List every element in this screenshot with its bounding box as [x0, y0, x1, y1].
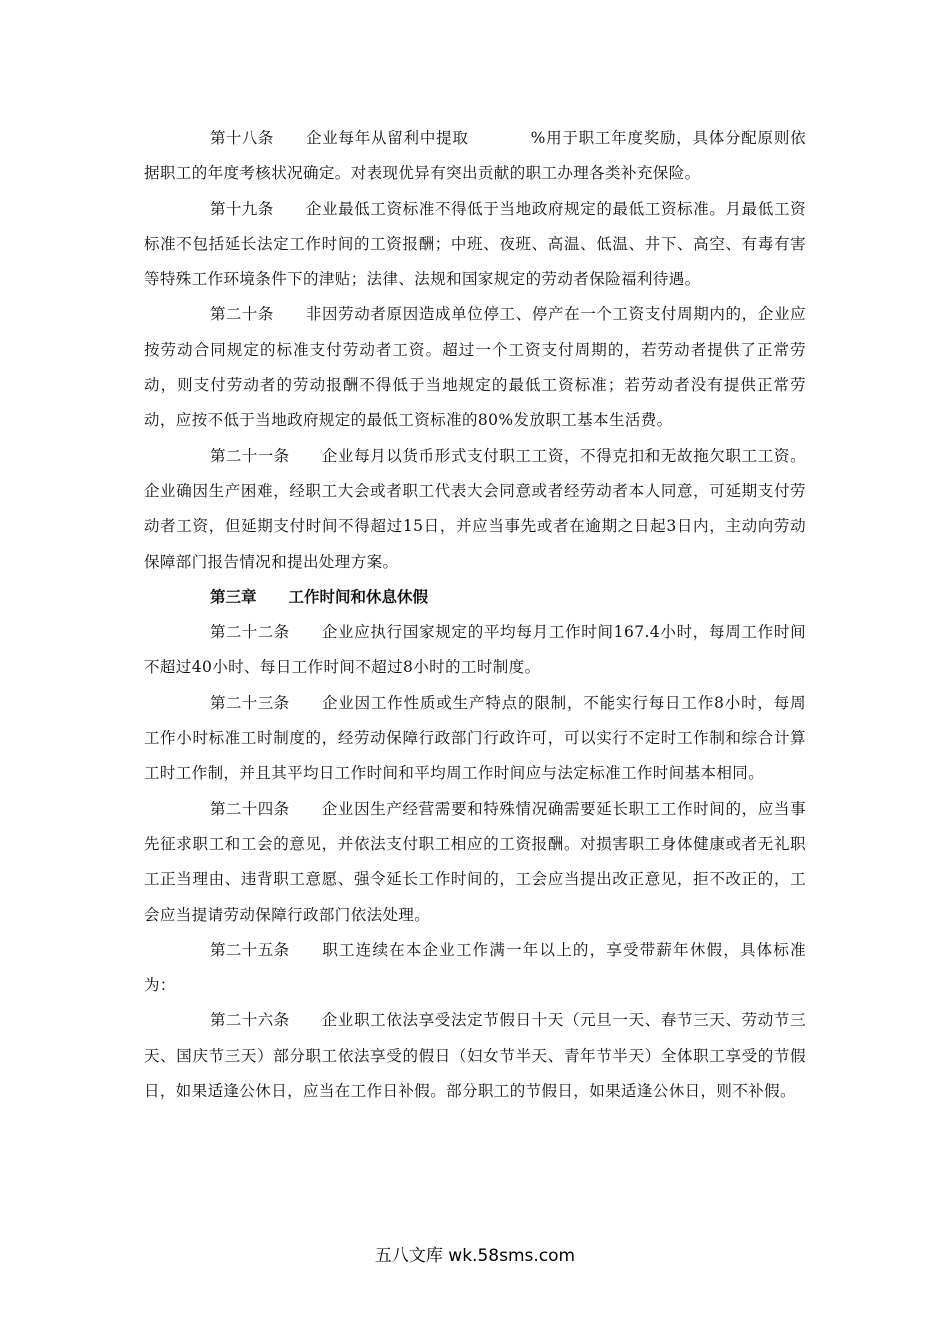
article-25	[144, 933, 806, 1004]
chapter-heading	[144, 580, 806, 615]
article-text: 企业应执行国家规定的平均每月工作时间167.4小时，每周工作时间不超过40小时、每日工作时间不超过8小时的工时制度。	[144, 623, 806, 677]
article-number: 第二十四条	[210, 799, 290, 818]
article-number: 第二十六条	[210, 1011, 290, 1030]
article-text: 企业最低工资标准不得低于当地政府规定的最低工资标准。月最低工资标准不包括延长法定工作时间的工资报酬；中班、夜班、高温、低温、井下、高空、有毒有害等特殊工作环境条件下的津贴；法律、法规和国家规定的劳动者保险福利待遇。	[144, 199, 806, 289]
document-body	[144, 121, 806, 1109]
article-23	[144, 686, 806, 792]
article-text: 企业因工作性质或生产特点的限制，不能实行每日工作8小时，每周工作小时标准工时制度的，经劳动保障行政部门行政许可，可以实行不定时工作制和综合计算工时工作制，并且其平均日工作时间和平均周工作时间应与法定标准工作时间基本相同。	[144, 693, 806, 783]
article-text: 职工连续在本企业工作满一年以上的，享受带薪年休假，具体标准为：	[144, 940, 806, 995]
article-text: 企业因生产经营需要和特殊情况确需要延长职工工作时间的，应当事先征求职工和工会的意见，并依法支付职工相应的工资报酬。对损害职工身体健康或者无礼职工正当理由、违背职工意愿、强令延长工作时间的，工会应当提出改正意见，拒不改正的，工会应当提请劳动保障行政部门依法处理。	[144, 799, 806, 924]
article-26	[144, 1003, 806, 1109]
article-number: 第二十二条	[210, 623, 290, 642]
footer-watermark: 五八文库 wk.58sms.com	[374, 1246, 576, 1266]
article-22	[144, 615, 806, 686]
article-text: 非因劳动者原因造成单位停工、停产在一个工资支付周期内的，企业应按劳动合同规定的标准支付劳动者工资。超过一个工资支付周期的，若劳动者提供了正常劳动，则支付劳动者的劳动报酬不得低于当地规定的最低工资标准；若劳动者没有提供正常劳动，应按不低于当地政府规定的最低工资标准的80%发放职工基本生活费。	[144, 305, 806, 430]
article-number: 第十九条	[210, 199, 274, 218]
article-text: 企业职工依法享受法定节假日十天（元旦一天、春节三天、劳动节三天、国庆节三天）部分职工依法享受的假日（妇女节半天、青年节半天）全体职工享受的节假日，如果适逢公休日，应当在工作日补假。部分职工的节假日，如果适逢公休日，则不补假。	[144, 1011, 806, 1101]
article-number: 第二十一条	[210, 446, 290, 465]
article-number: 第二十五条	[210, 940, 290, 959]
article-19	[144, 192, 806, 298]
article-number: 第二十条	[210, 305, 274, 324]
article-21	[144, 439, 806, 580]
article-18	[144, 121, 806, 192]
chapter-title: 工作时间和休息休假	[288, 587, 429, 606]
article-20	[144, 297, 806, 438]
article-number: 第十八条	[210, 129, 274, 147]
article-text-before-blank: 企业每年从留利中提取	[305, 129, 469, 147]
article-text: 企业每月以货币形式支付职工工资，不得克扣和无故拖欠职工工资。企业确因生产困难，经职工大会或者职工代表大会同意或者经劳动者本人同意，可延期支付劳动者工资，但延期支付时间不得超过15日，并应当事先或者在逾期之日起3日内，主动向劳动保障部门报告情况和提出处理方案。	[144, 446, 806, 571]
chapter-number: 第三章	[210, 587, 257, 606]
article-text: %用于职工年度奖励，具体分配原则依据职工的年度考核状况确定。对表现优异有突出贡献的职工办理各类补充保险。	[144, 129, 806, 183]
article-number: 第二十三条	[210, 693, 290, 712]
article-24	[144, 792, 806, 933]
